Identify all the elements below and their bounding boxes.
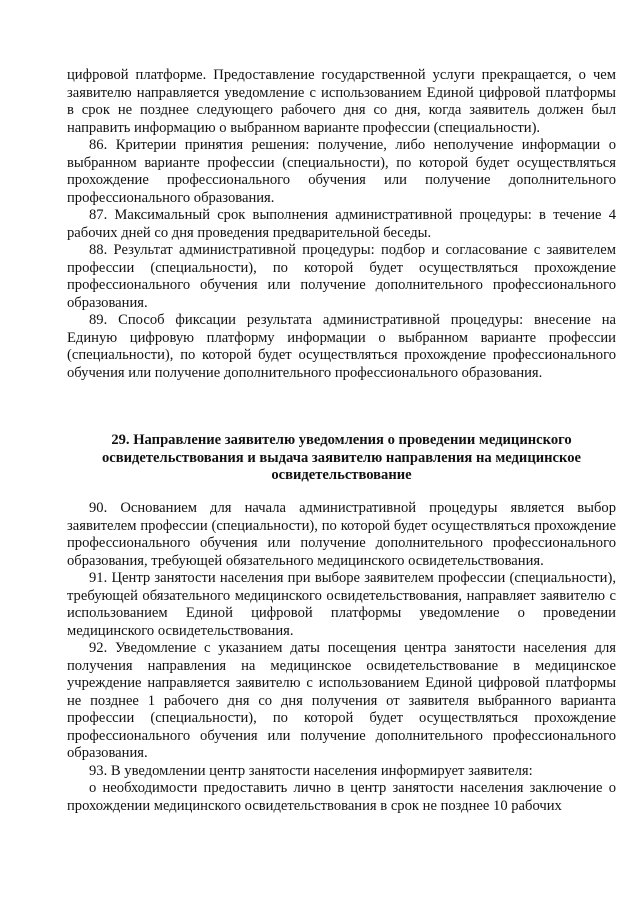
section-heading: 29. Направление заявителю уведомления о проведении медицинского освидетельствования и выдача заявителю направления на медицинское освидетельствование xyxy=(101,432,582,483)
paragraph-92: 92. Уведомление с указанием даты посещения центра занятости населения для получения направления на медицинское освидетельствование в медицинское учреждение направляется заявителю с использованием Единой цифровой платформы не позднее 1 рабочего дня со дня получения от заявителя выбранного варианта профессии (специальности), по которой будет осуществляться прохождение профессионального обучения или получение дополнительного профессионального образования. xyxy=(67,640,616,761)
text-block-top xyxy=(67,67,616,382)
paragraph-93: 93. В уведомлении центр занятости населения информирует заявителя: xyxy=(89,762,533,779)
paragraph-88: 88. Результат административной процедуры: подбор и согласование с заявителем профессии (специальности), по которой будет осуществляться прохождение профессионального обучения или получение дополнительного профессионального образования. xyxy=(67,242,616,311)
text-block-bottom xyxy=(67,500,616,815)
paragraph-91: 91. Центр занятости населения при выборе заявителем профессии (специальности), требующей обязательного медицинского освидетельствования, направляет заявителю с использованием Единой цифровой платформы уведомление о проведении медицинского освидетельствования. xyxy=(67,570,616,639)
paragraph-90: 90. Основанием для начала административной процедуры является выбор заявителем профессии (специальности), по которой будет осуществляться прохождение профессионального обучения или получение дополнительного профессионального образования, требующей обязательного медицинского освидетельствования. xyxy=(67,500,616,569)
paragraph-86: 86. Критерии принятия решения: получение, либо неполучение информации о выбранном варианте профессии (специальности), по которой будет осуществляться прохождение профессионального обучения или получение дополнительного профессионального образования. xyxy=(67,137,616,206)
section-heading-block xyxy=(67,432,616,485)
paragraph-87: 87. Максимальный срок выполнения административной процедуры: в течение 4 рабочих дней со дня проведения предварительной беседы. xyxy=(67,207,616,241)
paragraph-93-item: о необходимости предоставить лично в центр занятости населения заключение о прохождении медицинского освидетельствования в срок не позднее 10 рабочих xyxy=(67,780,616,814)
paragraph-continuation: цифровой платформе. Предоставление государственной услуги прекращается, о чем заявителю направляется уведомление с использованием Единой цифровой платформы в срок не позднее следующего рабочего дня со дня, когда заявитель должен был направить информацию о выбранном варианте профессии (специальности). xyxy=(67,67,616,136)
paragraph-89: 89. Способ фиксации результата административной процедуры: внесение на Единую цифровую платформу информации о выбранном варианте профессии (специальности), по которой будет осуществляться прохождение профессионального обучения или получение дополнительного профессионального образования. xyxy=(67,312,616,381)
